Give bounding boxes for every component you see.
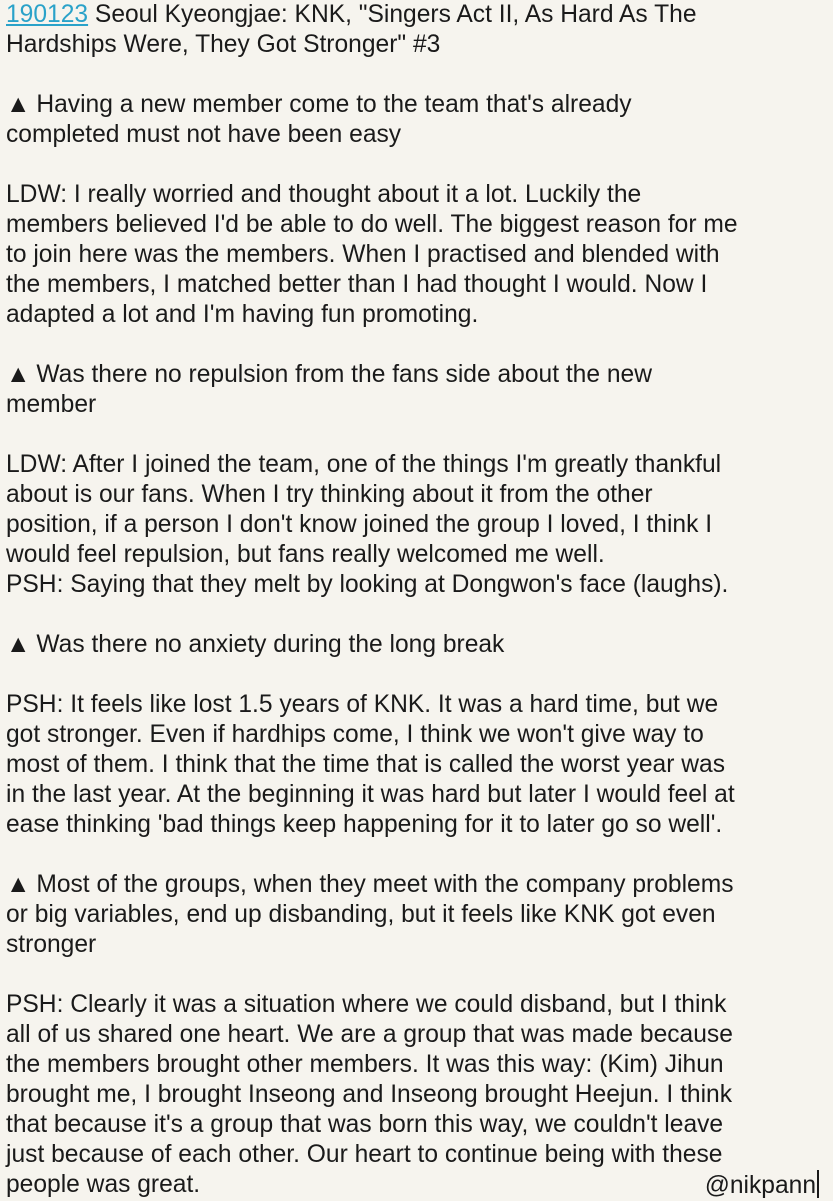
- answer-3: [6, 690, 819, 840]
- answer-2-line: LDW: After I joined the team, one of the things I'm greatly thankful: [6, 451, 722, 478]
- question-1: [6, 90, 819, 150]
- answer-3-line: most of them. I think that the time that is called the worst year was: [6, 751, 725, 778]
- question-4-line-3: stronger: [6, 931, 97, 958]
- answer-3-line: got stronger. Even if hardhips come, I think we won't give way to: [6, 721, 704, 748]
- question-4-line-2: or big variables, end up disbanding, but it feels like KNK got even: [6, 901, 716, 928]
- answer-2-line: position, if a person I don't know joined the group I loved, I think I: [6, 511, 713, 538]
- question-4-line-1: Most of the groups, when they meet with the company problems: [36, 871, 734, 898]
- spacer: [6, 960, 819, 990]
- spacer: [6, 840, 819, 870]
- answer-4-line: just because of each other. Our heart to continue being with these: [6, 1141, 723, 1168]
- answer-1: [6, 180, 819, 330]
- answer-1-line: adapted a lot and I'm having fun promoting.: [6, 301, 479, 328]
- triangle-marker-icon: ▲: [6, 631, 31, 658]
- answer-4-line: PSH: Clearly it was a situation where we could disband, but I think: [6, 991, 727, 1018]
- date-link[interactable]: 190123: [6, 1, 89, 28]
- spacer: [6, 330, 819, 360]
- spacer: [6, 600, 819, 630]
- answer-3-line: ease thinking 'bad things keep happening for it to later go so well'.: [6, 811, 723, 838]
- answer-4-line: brought me, I brought Inseong and Inseong brought Heejun. I think: [6, 1081, 733, 1108]
- question-3: [6, 630, 819, 660]
- title-line-1: [6, 0, 819, 30]
- answer-1-line: to join here was the members. When I practised and blended with: [6, 241, 720, 268]
- question-4: [6, 870, 819, 960]
- question-1-line-1: Having a new member come to the team that's already: [36, 91, 632, 118]
- question-3-line-1: Was there no anxiety during the long break: [36, 631, 505, 658]
- answer-2: [6, 450, 819, 600]
- spacer: [6, 420, 819, 450]
- answer-4-line: the members brought other members. It was this way: (Kim) Jihun: [6, 1051, 724, 1078]
- spacer: [6, 660, 819, 690]
- question-2-line-2: member: [6, 391, 97, 418]
- triangle-marker-icon: ▲: [6, 91, 31, 118]
- answer-4-line: all of us shared one heart. We are a group that was made because: [6, 1021, 733, 1048]
- question-2-line-1: Was there no repulsion from the fans side about the new: [36, 361, 652, 388]
- spacer: [6, 150, 819, 180]
- spacer: [6, 60, 819, 90]
- question-2: [6, 360, 819, 420]
- triangle-marker-icon: ▲: [6, 361, 31, 388]
- answer-3-line: in the last year. At the beginning it was hard but later I would feel at: [6, 781, 735, 808]
- title-line-2: Hardships Were, They Got Stronger" #3: [6, 31, 441, 58]
- answer-3-line: PSH: It feels like lost 1.5 years of KNK. It was a hard time, but we: [6, 691, 719, 718]
- text-cursor: [817, 1170, 819, 1198]
- answer-4-last-line: [6, 1170, 819, 1200]
- answer-1-line: members believed I'd be able to do well. The biggest reason for me: [6, 211, 738, 238]
- answer-2-line: would feel repulsion, but fans really welcomed me well.: [6, 541, 605, 568]
- answer-1-line: the members, I matched better than I had thought I would. Now I: [6, 271, 708, 298]
- answer-4-line: that because it's a group that was born this way, we couldn't leave: [6, 1111, 724, 1138]
- triangle-marker-icon: ▲: [6, 871, 31, 898]
- answer-4-final-text: people was great.: [6, 1171, 201, 1198]
- answer-2-line: about is our fans. When I try thinking about it from the other: [6, 481, 653, 508]
- author-handle: @nikpann: [705, 1170, 819, 1201]
- article-title: [6, 0, 819, 60]
- answer-2-line: PSH: Saying that they melt by looking at Dongwon's face (laughs).: [6, 571, 729, 598]
- question-1-line-2: completed must not have been easy: [6, 121, 402, 148]
- title-text: Seoul Kyeongjae: KNK, "Singers Act II, As Hard As The: [88, 1, 697, 28]
- answer-1-line: LDW: I really worried and thought about it a lot. Luckily the: [6, 181, 642, 208]
- answer-4: [6, 990, 819, 1200]
